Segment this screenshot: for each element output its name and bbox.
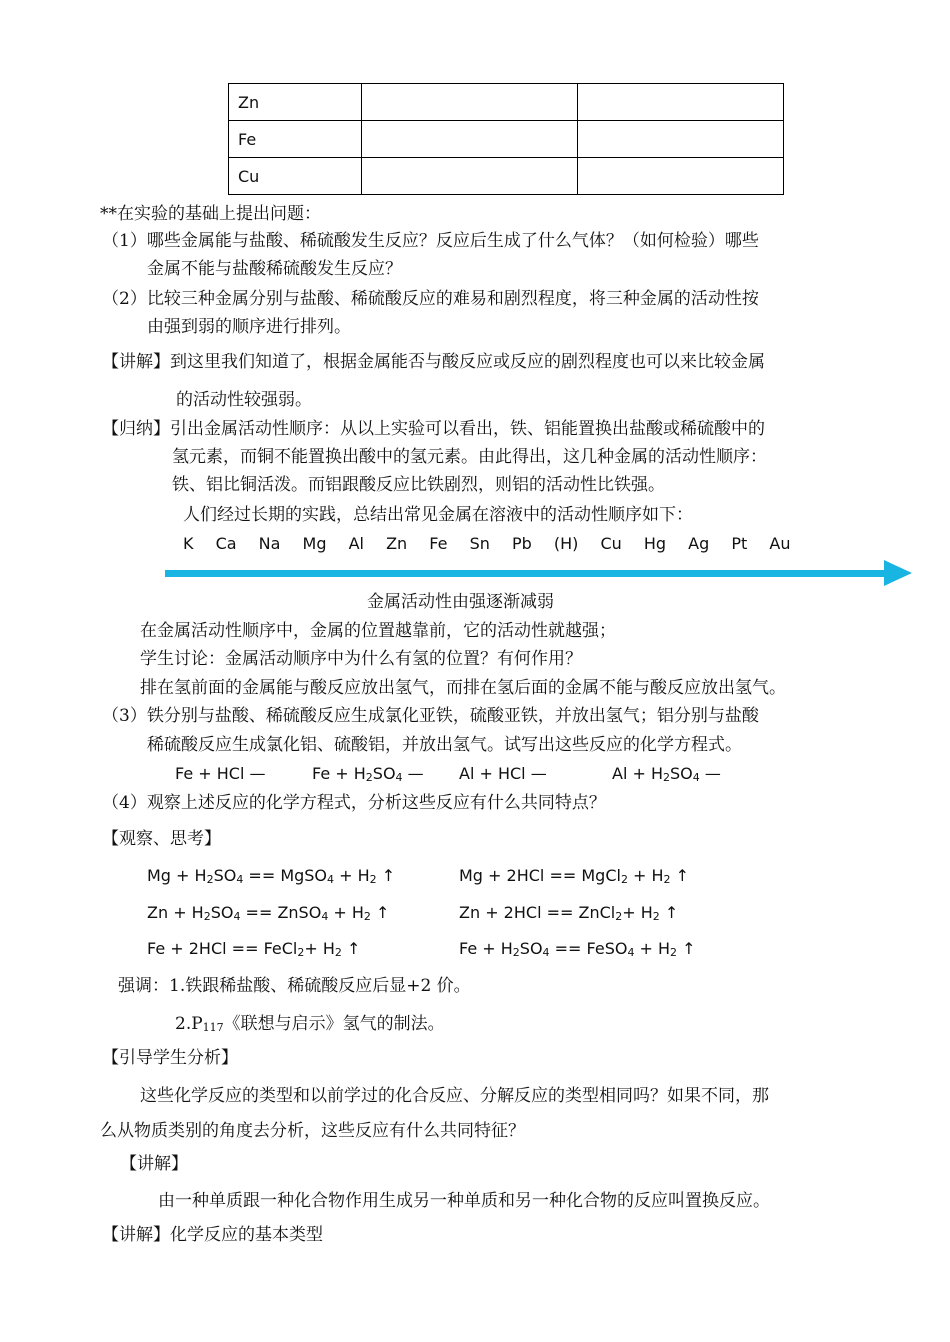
summary-line-4: 人们经过长期的实践，总结出常见金属在溶液中的活动性顺序如下： <box>183 505 693 525</box>
question-4: （4）观察上述反应的化学方程式，分析这些反应有什么共同特点？ <box>102 793 606 813</box>
explanation-3: 【讲解】化学反应的基本类型 <box>102 1225 323 1245</box>
explanation-1: 【讲解】到这里我们知道了，根据金属能否与酸反应或反应的剧烈程度也可以来比较金属 <box>102 352 765 372</box>
equation-blank: $Al + H_2SO_4$ — <box>612 764 721 784</box>
table-cell <box>578 121 784 158</box>
summary: 【归纳】引出金属活动性顺序：从以上实验可以看出，铁、铝能置换出盐酸或稀硫酸中的 <box>102 419 765 439</box>
table-row <box>229 158 784 195</box>
definition: 由一种单质跟一种化合物作用生成另一种单质和另一种化合物的反应叫置换反应。 <box>158 1191 770 1211</box>
table-cell <box>362 121 578 158</box>
series-element: Zn <box>386 534 408 553</box>
table-cell <box>362 84 578 121</box>
table-cell <box>578 158 784 195</box>
paragraph-3: 排在氢前面的金属能与酸反应放出氢气，而排在氢后面的金属不能与酸反应放出氢气。 <box>140 678 786 698</box>
summary-line-2: 氢元素，而铜不能置换出酸中的氢元素。由此得出，这几种金属的活动性顺序： <box>172 447 767 467</box>
table-cell-metal: Cu <box>229 158 362 195</box>
arrow-head-icon <box>884 560 912 586</box>
question-1: （1）哪些金属能与盐酸、稀硫酸发生反应？反应后生成了什么气体？（如何检验）哪些 <box>102 231 759 251</box>
series-element: Pt <box>731 534 748 553</box>
equation-blank: Al + HCl — <box>459 764 547 783</box>
series-element: Pb <box>511 534 532 553</box>
table-cell <box>578 84 784 121</box>
table-cell-metal: Fe <box>229 121 362 158</box>
guide-line-2: 么从物质类别的角度去分析，这些反应有什么共同特征？ <box>100 1121 525 1141</box>
series-element: (H) <box>553 534 579 553</box>
equation-blank: Fe + HCl — <box>175 764 266 783</box>
equation: $Zn + H_2SO_4$ == ZnSO$_4$ + $H_2$ ↑ <box>147 903 390 923</box>
paragraph-1: 在金属活动性顺序中，金属的位置越靠前，它的活动性就越强； <box>140 621 616 641</box>
paragraph-2: 学生讨论：金属活动顺序中为什么有氢的位置？有何作用？ <box>140 649 582 669</box>
series-element: Sn <box>469 534 490 553</box>
metal-table <box>228 83 784 195</box>
series-element: Ag <box>688 534 710 553</box>
series-element: K <box>183 534 194 553</box>
emphasis-1: 强调：1.铁跟稀盐酸、稀硫酸反应后显+2 价。 <box>118 976 471 996</box>
equation: $Mg + H_2SO_4$ == MgSO$_4$ + $H_2$ ↑ <box>147 866 396 886</box>
explanation-1-cont: 的活动性较强弱。 <box>176 390 312 410</box>
table-cell-metal: Zn <box>229 84 362 121</box>
question-1-cont: 金属不能与盐酸稀硫酸发生反应？ <box>147 259 402 279</box>
emphasis-2: $2.P_{117}$《联想与启示》氢气的制法。 <box>175 1014 445 1034</box>
activity-series <box>183 533 807 555</box>
equation: Mg + 2HCl == MgCl$_2$ + $H_2$ ↑ <box>459 866 690 886</box>
guide-line-1: 这些化学反应的类型和以前学过的化合反应、分解反应的类型相同吗？如果不同，那 <box>140 1086 769 1106</box>
series-element: Al <box>348 534 364 553</box>
table-row <box>229 121 784 158</box>
series-element: Mg <box>302 534 327 553</box>
equation-blank: $Fe + H_2SO_4$ — <box>312 764 424 784</box>
question-2-cont: 由强到弱的顺序进行排列。 <box>147 317 351 337</box>
question-3: （3）铁分别与盐酸、稀硫酸反应生成氯化亚铁，硫酸亚铁，并放出氢气；铝分别与盐酸 <box>102 706 759 726</box>
arrow-caption: 金属活动性由强逐渐减弱 <box>367 592 554 612</box>
series-element: Hg <box>643 534 667 553</box>
question-3-cont: 稀硫酸反应生成氯化铝、硫酸铝，并放出氢气。试写出这些反应的化学方程式。 <box>147 735 742 755</box>
series-element: Cu <box>600 534 622 553</box>
series-element: Ca <box>215 534 237 553</box>
explanation-2-heading: 【讲解】 <box>120 1154 188 1174</box>
equation: Zn + 2HCl == ZnCl$_2$+ $H_2$ ↑ <box>459 903 679 923</box>
equation: $Fe + H_2SO_4$ == FeSO$_4$ + $H_2$ ↑ <box>459 939 696 959</box>
activity-arrow <box>165 570 890 577</box>
prompt-line: **在实验的基础上提出问题： <box>100 204 321 224</box>
table-row <box>229 84 784 121</box>
equation: Fe + 2HCl == FeCl$_2$+ $H_2$ ↑ <box>147 939 361 959</box>
summary-line-3: 铁、铝比铜活泼。而铝跟酸反应比铁剧烈，则铝的活动性比铁强。 <box>172 475 665 495</box>
series-element: Au <box>769 534 791 553</box>
series-element: Fe <box>429 534 448 553</box>
observe-heading: 【观察、思考】 <box>102 829 221 849</box>
table-cell <box>362 158 578 195</box>
question-2: （2）比较三种金属分别与盐酸、稀硫酸反应的难易和剧烈程度，将三种金属的活动性按 <box>102 289 759 309</box>
series-element: Na <box>258 534 281 553</box>
guide-heading: 【引导学生分析】 <box>102 1048 238 1068</box>
